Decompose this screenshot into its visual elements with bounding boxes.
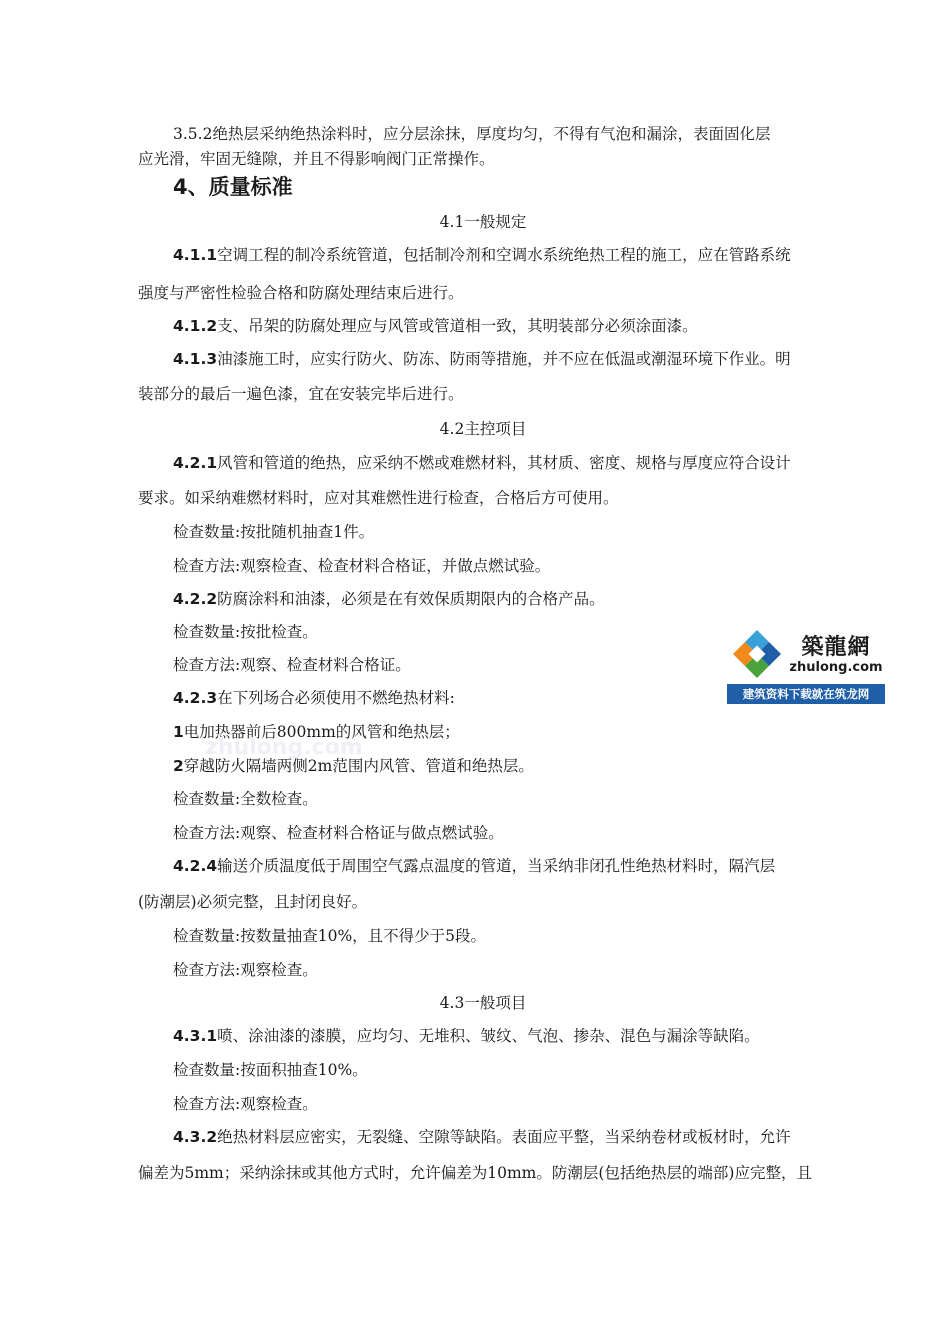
logo-chinese-name: 築龍網 — [801, 635, 871, 660]
para-4-1-3-line2: 装部分的最后一遍色漆，宜在安装完毕后进行。 — [138, 385, 464, 403]
clause-text: 空调工程的制冷系统管道，包括制冷剂和空调水系统绝热工程的施工，应在管路系统 — [217, 246, 791, 264]
para-3-5-2-line1: 3.5.2绝热层采纳绝热涂料时，应分层涂抹，厚度均匀，不得有气泡和漏涂，表面固化层 — [173, 125, 771, 143]
para-4-2-4-line1 — [173, 856, 828, 876]
para-4-2-2 — [173, 589, 828, 609]
para-4-2-2-method: 检查方法:观察、检查材料合格证。 — [173, 656, 411, 674]
para-4-2-1-line1 — [173, 453, 828, 473]
logo-top-area — [727, 624, 885, 684]
clause-number: 4.2.1 — [173, 454, 218, 472]
clause-number: 4.1.3 — [173, 350, 218, 368]
clause-text: 输送介质温度低于周围空气露点温度的管道，当采纳非闭孔性绝热材料时，隔汽层 — [217, 857, 776, 875]
clause-text: 支、吊架的防腐处理应与风管或管道相一致，其明装部分必须涂面漆。 — [217, 317, 698, 335]
para-4-3-1-method: 检查方法:观察检查。 — [173, 1095, 318, 1113]
subsection-4-1-heading: 4.1一般规定 — [439, 213, 527, 231]
para-4-2-2-qty: 检查数量:按批检查。 — [173, 623, 318, 641]
item-number: 2 — [173, 757, 184, 775]
para-4-1-1-line1 — [173, 245, 828, 265]
clause-number: 4.1.1 — [173, 246, 218, 264]
subsection-4-2-heading: 4.2主控项目 — [439, 420, 527, 438]
para-4-2-4-method: 检查方法:观察检查。 — [173, 961, 318, 979]
zhulong-logo — [727, 624, 885, 704]
clause-number: 4.2.3 — [173, 689, 218, 707]
para-4-3-1 — [173, 1026, 828, 1046]
subsection-4-3-heading: 4.3一般项目 — [439, 994, 527, 1012]
clause-text: 防腐涂料和油漆，必须是在有效保质期限内的合格产品。 — [217, 590, 605, 608]
para-4-2-4-qty: 检查数量:按数量抽查10%，且不得少于5段。 — [173, 927, 487, 945]
section-4-title: 4、质量标准 — [173, 175, 293, 199]
para-4-1-2 — [173, 316, 828, 336]
clause-text: 绝热材料层应密实，无裂缝、空隙等缺陷。表面应平整，当采纳卷材或板材时，允许 — [217, 1128, 791, 1146]
para-4-2-3-method: 检查方法:观察、检查材料合格证与做点燃试验。 — [173, 824, 504, 842]
para-4-3-2-line2: 偏差为5mm；采纳涂抹或其他方式时，允许偏差为10mm。防潮层(包括绝热层的端部)应完整，且 — [138, 1164, 812, 1182]
para-3-5-2-line2: 应光滑，牢固无缝隙，并且不得影响阀门正常操作。 — [138, 150, 495, 168]
clause-number: 4.3.1 — [173, 1027, 218, 1045]
para-4-2-3-qty: 检查数量:全数检查。 — [173, 790, 318, 808]
para-4-2-1-line2: 要求。如采纳难燃材料时，应对其难燃性进行检查，合格后方可使用。 — [138, 489, 619, 507]
item-text: 电加热器前后800mm的风管和绝热层； — [183, 723, 460, 741]
clause-number: 4.3.2 — [173, 1128, 218, 1146]
clause-number: 4.1.2 — [173, 317, 218, 335]
para-4-2-4-line2: (防潮层)必须完整，且封闭良好。 — [138, 893, 368, 911]
clause-number: 4.2.2 — [173, 590, 218, 608]
para-4-2-1-qty: 检查数量:按批随机抽查1件。 — [173, 523, 375, 541]
para-4-1-1-line2: 强度与严密性检验合格和防腐处理结束后进行。 — [138, 284, 464, 302]
para-4-3-2-line1 — [173, 1127, 828, 1147]
item-number: 1 — [173, 723, 184, 741]
clause-text: 喷、涂油漆的漆膜，应均匀、无堆积、皱纹、气泡、掺杂、混色与漏涂等缺陷。 — [217, 1027, 760, 1045]
item-text: 穿越防火隔墙两侧2m范围内风管、管道和绝热层。 — [183, 757, 534, 775]
logo-url: zhulong.com — [789, 660, 883, 675]
para-4-1-3-line1 — [173, 349, 828, 369]
clause-text: 风管和管道的绝热，应采纳不燃或难燃材料，其材质、密度、规格与厚度应符合设计 — [217, 454, 791, 472]
para-4-2-1-method: 检查方法:观察检查、检查材料合格证，并做点燃试验。 — [173, 557, 551, 575]
clause-text: 在下列场合必须使用不燃绝热材料: — [217, 689, 455, 707]
zhulong-emblem-icon — [729, 626, 785, 682]
logo-slogan: 建筑资料下载就在筑龙网 — [727, 684, 885, 704]
clause-number: 4.2.4 — [173, 857, 218, 875]
para-4-3-1-qty: 检查数量:按面积抽查10%。 — [173, 1061, 368, 1079]
clause-text: 油漆施工时，应实行防火、防冻、防雨等措施，并不应在低温或潮湿环境下作业。明 — [217, 350, 791, 368]
zhulong-watermark: zhulong.com — [205, 735, 363, 760]
